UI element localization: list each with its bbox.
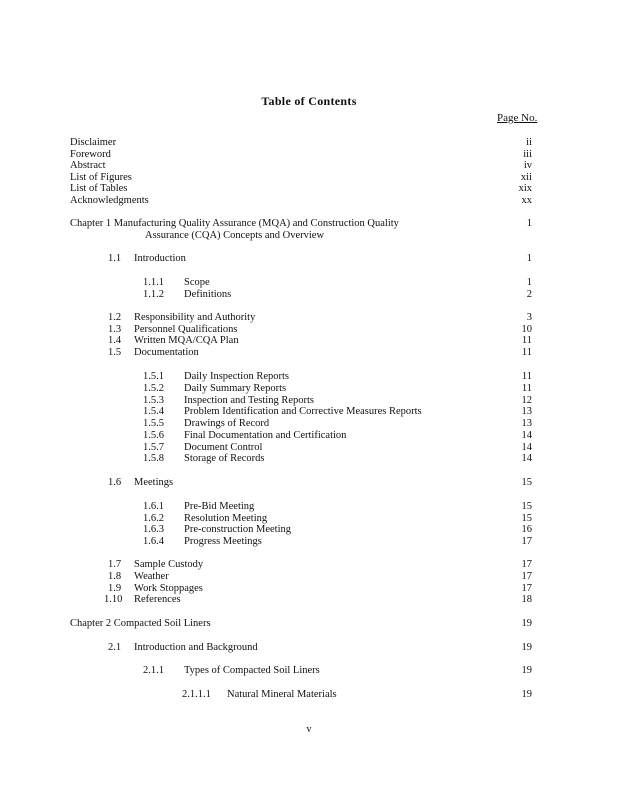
toc-entry-label: List of Figures [70,172,132,183]
subsection-page: 14 [521,430,532,441]
section-number: 1.8 [108,571,122,582]
subsection-number: 1.5.8 [143,453,164,464]
section-title: Responsibility and Authority [134,312,256,323]
subsection-page: 15 [521,501,532,512]
toc-entry-page: xix [518,183,532,194]
subsection-title: Daily Summary Reports [184,383,287,394]
section-title: Written MQA/CQA Plan [134,335,239,346]
subsection-page: 14 [521,442,532,453]
subsection-number: 1.6.4 [143,536,164,547]
subsection-number: 1.1.2 [143,289,164,300]
subsection-number: 1.6.1 [143,501,164,512]
section-title: Weather [134,571,169,582]
section-title: Personnel Qualifications [134,324,238,335]
section-number: 1.6 [108,477,122,488]
chapter-1-title: Chapter 1 Manufacturing Quality Assurance (MQA) and Construction Quality [70,218,399,229]
subsection-page: 19 [521,665,532,676]
subsection-number: 2.1.1 [143,665,164,676]
toc-entry-label: Foreword [70,149,111,160]
subsection-number: 1.1.1 [143,277,164,288]
subsection-number: 1.6.3 [143,524,164,535]
subsection-title: Pre-construction Meeting [184,524,292,535]
section-number: 1.2 [108,312,122,323]
subsubsection-number: 2.1.1.1 [182,689,211,700]
subsection-page: 12 [521,395,532,406]
section-page: 1 [526,253,532,264]
toc-entry-page: xii [520,172,532,183]
toc-entry-label: List of Tables [70,183,128,194]
subsection-page: 13 [521,418,532,429]
section-number: 1.9 [108,583,122,594]
toc-entry-page: xx [521,195,532,206]
subsection-title: Definitions [184,289,232,300]
subsection-page: 11 [521,383,532,394]
subsection-title: Drawings of Record [184,418,270,429]
chapter-2-page: 19 [521,618,532,629]
subsection-number: 1.5.4 [143,406,164,417]
subsection-title: Inspection and Testing Reports [184,395,315,406]
subsection-number: 1.5.1 [143,371,164,382]
subsection-title: Document Control [184,442,263,453]
subsection-page: 13 [521,406,532,417]
toc-entry-label: Abstract [70,160,106,171]
section-page: 15 [521,477,532,488]
subsection-number: 1.5.7 [143,442,164,453]
subsection-number: 1.5.5 [143,418,164,429]
toc-entry-label: Disclaimer [70,137,117,148]
section-page: 17 [521,583,532,594]
subsection-number: 1.6.2 [143,513,164,524]
section-title: Sample Custody [134,559,204,570]
toc-entry-page: ii [526,137,532,148]
subsection-title: Final Documentation and Certification [184,430,347,441]
subsubsection-page: 19 [521,689,532,700]
subsection-page: 1 [526,277,532,288]
subsection-title: Storage of Records [184,453,265,464]
section-title: References [134,594,181,605]
subsection-page: 14 [521,453,532,464]
section-page: 11 [521,347,532,358]
toc-entry-page: iv [523,160,532,171]
subsection-title: Resolution Meeting [184,513,268,524]
section-title: Meetings [134,477,174,488]
subsection-title: Types of Compacted Soil Liners [184,665,320,676]
subsection-title: Problem Identification and Corrective Measures Reports [184,406,422,417]
section-page: 11 [521,335,532,346]
page-number-header: Page No. [497,112,538,124]
section-title: Work Stoppages [134,583,203,594]
subsection-page: 15 [521,513,532,524]
subsubsection-title: Natural Mineral Materials [227,689,337,700]
section-page: 17 [521,559,532,570]
section-number: 1.10 [104,594,123,605]
subsection-number: 1.5.2 [143,383,164,394]
section-number: 1.1 [108,253,122,264]
chapter-2-title: Chapter 2 Compacted Soil Liners [70,618,211,629]
chapter-1-page: 1 [526,218,532,229]
page-title: Table of Contents [261,94,357,108]
section-page: 17 [521,571,532,582]
section-number: 1.5 [108,347,122,358]
subsection-page: 16 [521,524,532,535]
subsection-number: 1.5.6 [143,430,164,441]
section-title: Documentation [134,347,199,358]
toc-entry-page: iii [523,149,532,160]
page-footer-number: v [306,724,312,735]
subsection-title: Pre-Bid Meeting [184,501,255,512]
section-number: 1.4 [108,335,122,346]
section-number: 1.3 [108,324,122,335]
section-title: Introduction and Background [134,642,258,653]
section-number: 1.7 [108,559,122,570]
section-title: Introduction [134,253,186,264]
section-number: 2.1 [108,642,122,653]
subsection-title: Daily Inspection Reports [184,371,289,382]
subsection-page: 17 [521,536,532,547]
section-page: 10 [521,324,532,335]
subsection-title: Scope [184,277,210,288]
subsection-page: 11 [521,371,532,382]
section-page: 3 [526,312,532,323]
subsection-page: 2 [526,289,532,300]
subsection-title: Progress Meetings [184,536,262,547]
subsection-number: 1.5.3 [143,395,164,406]
chapter-1-title-cont: Assurance (CQA) Concepts and Overview [145,230,325,241]
section-page: 19 [521,642,532,653]
toc-entry-label: Acknowledgments [70,195,149,206]
section-page: 18 [521,594,532,605]
